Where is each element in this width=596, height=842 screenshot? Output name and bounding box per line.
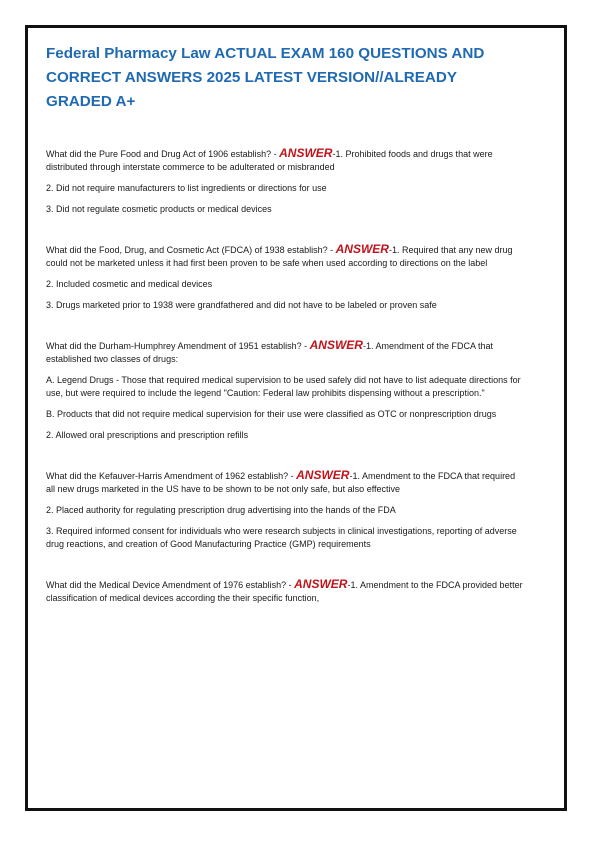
question-text: What did the Food, Drug, and Cosmetic Act (FDCA) of 1938 establish? - xyxy=(46,245,336,255)
answer-item: 2. Did not require manufacturers to list ingredients or directions for use xyxy=(46,183,327,193)
qa-block-3 xyxy=(46,339,526,442)
answer-text: -1. Amendment to the FDCA that required all new drugs marketed in the US have to be shown to be not only safe, but also effective xyxy=(46,471,516,494)
question-text: What did the Medical Device Amendment of 1976 establish? - xyxy=(46,580,295,590)
document-title: Federal Pharmacy Law ACTUAL EXAM 160 QUESTIONS AND CORRECT ANSWERS 2025 LATEST VERSION//ALREADY GRADED A+ xyxy=(46,45,485,110)
question-text: What did the Kefauver-Harris Amendment of 1962 establish? - xyxy=(46,471,297,481)
qa-block-5 xyxy=(46,578,526,605)
answer-text: -1. Amendment of the FDCA that established two classes of drugs: xyxy=(46,341,494,364)
answer-label: ANSWER xyxy=(309,338,363,352)
answer-text: -1. Amendment to the FDCA provided better classification of medical devices according the their specific function, xyxy=(46,580,523,603)
qa-block-1 xyxy=(46,147,526,216)
answer-item: 3. Drugs marketed prior to 1938 were grandfathered and did not have to be labeled or proven safe xyxy=(46,300,437,310)
question-text: What did the Pure Food and Drug Act of 1906 establish? - xyxy=(46,149,280,159)
answer-item: A. Legend Drugs - Those that required medical supervision to be used safely did not have to list adequate directions for use, but were required to include the legend "Caution: Federal law prohibits dispensing without a prescription." xyxy=(46,375,521,398)
answer-item: 3. Required informed consent for individuals who were research subjects in clinical investigations, reporting of adverse drug reactions, and creation of Good Manufacturing Practice (GMP) requirements xyxy=(46,526,517,549)
question-text: What did the Durham-Humphrey Amendment of 1951 establish? - xyxy=(46,341,310,351)
answer-item: 2. Placed authority for regulating prescription drug advertising into the hands of the FDA xyxy=(46,505,396,515)
question-line xyxy=(46,469,526,496)
answer-item: 3. Did not regulate cosmetic products or medical devices xyxy=(46,204,272,214)
answer-item: 2. Included cosmetic and medical devices xyxy=(46,279,213,289)
answer-text: -1. Required that any new drug could not be marketed unless it had first been proven to be safe when used according to directions on the label xyxy=(46,245,513,268)
question-line xyxy=(46,578,526,605)
question-line xyxy=(46,147,526,174)
qa-block-2 xyxy=(46,243,526,312)
qa-block-4 xyxy=(46,469,526,551)
answer-label: ANSWER xyxy=(279,146,333,160)
answer-label: ANSWER xyxy=(296,468,350,482)
answer-label: ANSWER xyxy=(294,577,348,591)
answer-label: ANSWER xyxy=(335,242,389,256)
answer-item: B. Products that did not require medical supervision for their use were classified as OTC or nonprescription drugs xyxy=(46,409,497,419)
question-line xyxy=(46,339,526,366)
document-body xyxy=(46,42,526,632)
question-line xyxy=(46,243,526,270)
answer-text: -1. Prohibited foods and drugs that were distributed through interstate commerce to be adulterated or misbranded xyxy=(46,149,493,172)
answer-item: 2. Allowed oral prescriptions and prescription refills xyxy=(46,430,249,440)
